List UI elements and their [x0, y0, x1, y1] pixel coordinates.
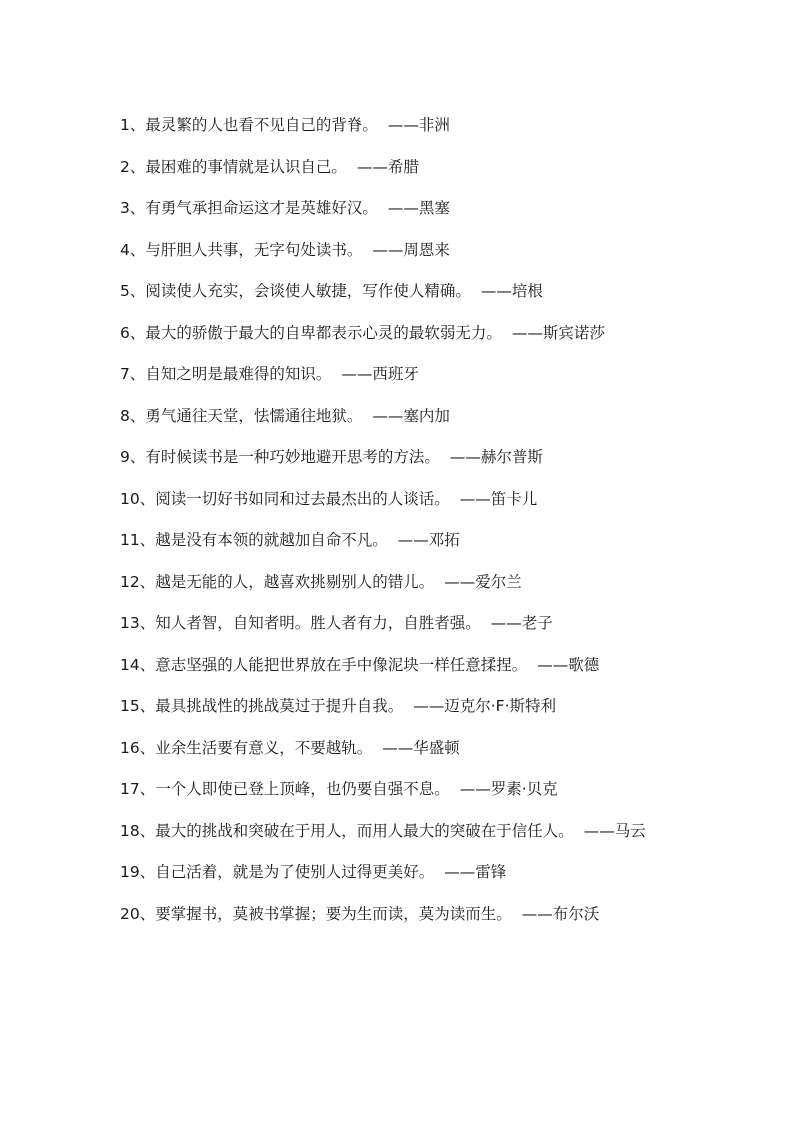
quote-item-14 — [120, 645, 680, 687]
quote-number: 1、 — [120, 116, 146, 134]
quote-text: 勇气通往天堂，怯懦通往地狱。 — [145, 406, 363, 425]
quote-text: 最灵繁的人也看不见自己的背脊。 — [145, 116, 378, 134]
quote-author: ——西班牙 — [341, 365, 419, 383]
quote-text: 自知之明是最难得的知识。 — [145, 365, 332, 383]
quote-text: 与肝胆人共事，无字句处读书。 — [145, 240, 363, 259]
quote-item-10 — [120, 479, 680, 521]
quote-author: ——周恩来 — [372, 240, 450, 259]
quote-author: ——培根 — [480, 282, 543, 300]
quote-author: ——爱尔兰 — [444, 572, 522, 591]
quote-text: 越是没有本领的就越加自命不凡。 — [155, 531, 388, 549]
quote-item-15 — [120, 686, 680, 728]
quote-list — [120, 105, 680, 935]
quote-item-17 — [120, 769, 680, 811]
quote-text: 有时候读书是一种巧妙地避开思考的方法。 — [145, 448, 440, 466]
quote-author: ——老子 — [490, 614, 553, 632]
quote-text: 越是无能的人，越喜欢挑剔别人的错儿。 — [155, 572, 435, 591]
quote-number: 19、 — [120, 863, 156, 881]
quote-author: ——歌德 — [537, 655, 600, 674]
quote-author: ——非洲 — [387, 116, 450, 134]
quote-text: 一个人即使已登上顶峰，也仍要自强不息。 — [155, 780, 450, 798]
quote-author: ——黑塞 — [387, 199, 450, 217]
quote-item-18 — [120, 811, 668, 853]
quote-number: 8、 — [120, 406, 146, 425]
quote-author: ——赫尔普斯 — [449, 448, 543, 466]
quote-number: 5、 — [120, 282, 146, 300]
quote-number: 18、 — [120, 821, 156, 840]
quote-author: ——塞内加 — [372, 406, 450, 425]
quote-text: 最大的骄傲于最大的自卑都表示心灵的最软弱无力。 — [145, 323, 502, 342]
quote-author: ——罗素·贝克 — [459, 780, 558, 798]
quote-number: 2、 — [120, 157, 146, 176]
quote-number: 6、 — [120, 323, 146, 342]
quote-number: 12、 — [120, 572, 156, 591]
quote-item-2 — [120, 147, 680, 189]
quote-number: 14、 — [120, 655, 156, 674]
quote-author: ——笛卡儿 — [459, 489, 538, 508]
quote-text: 业余生活要有意义，不要越轨。 — [155, 738, 373, 757]
quote-author: ——斯宾诺莎 — [511, 323, 605, 342]
quote-number: 3、 — [120, 199, 146, 217]
quote-number: 15、 — [120, 697, 156, 715]
quote-text: 有勇气承担命运这才是英雄好汉。 — [145, 199, 378, 217]
quote-text: 自己活着，就是为了使别人过得更美好。 — [155, 863, 435, 881]
quote-text: 知人者智，自知者明。胜人者有力，自胜者强。 — [155, 614, 481, 632]
quote-number: 16、 — [120, 738, 156, 757]
quote-item-7 — [120, 354, 680, 396]
quote-item-3 — [120, 188, 680, 230]
quote-number: 20、 — [120, 904, 156, 923]
quote-item-16 — [120, 728, 680, 770]
quote-author: ——马云 — [583, 821, 646, 840]
quote-item-5 — [120, 271, 680, 313]
quote-number: 10、 — [120, 489, 156, 508]
quote-item-12 — [120, 562, 680, 604]
quote-author: ——邓拓 — [397, 531, 460, 549]
quote-text: 阅读使人充实，会谈使人敏捷，写作使人精确。 — [145, 282, 471, 300]
quote-item-8 — [120, 396, 680, 438]
quote-item-9 — [120, 437, 680, 479]
quote-item-1 — [120, 105, 680, 147]
quote-author: ——布尔沃 — [521, 904, 600, 923]
quote-number: 4、 — [120, 240, 146, 259]
quote-number: 7、 — [120, 365, 146, 383]
quote-text: 阅读一切好书如同和过去最杰出的人谈话。 — [155, 489, 450, 508]
quote-number: 13、 — [120, 614, 156, 632]
quote-item-19 — [120, 852, 680, 894]
quote-text: 意志坚强的人能把世界放在手中像泥块一样任意揉捏。 — [155, 655, 528, 674]
quote-item-6 — [120, 313, 680, 355]
quote-author: ——迈克尔·F·斯特利 — [413, 697, 557, 715]
quote-author: ——华盛顿 — [382, 738, 460, 757]
quote-item-13 — [120, 603, 680, 645]
quote-text: 要掌握书，莫被书掌握；要为生而读，莫为读而生。 — [155, 904, 512, 923]
quote-number: 11、 — [120, 531, 156, 549]
quote-item-11 — [120, 520, 680, 562]
quote-text: 最困难的事情就是认识自己。 — [145, 157, 347, 176]
quote-author: ——雷锋 — [444, 863, 507, 881]
quote-number: 17、 — [120, 780, 156, 798]
quote-number: 9、 — [120, 448, 146, 466]
quote-text: 最大的挑战和突破在于用人，而用人最大的突破在于信任人。 — [155, 821, 574, 840]
quote-item-20 — [120, 894, 680, 936]
quote-text: 最具挑战性的挑战莫过于提升自我。 — [155, 697, 404, 715]
quote-author: ——希腊 — [356, 157, 419, 176]
quote-item-4 — [120, 230, 680, 272]
